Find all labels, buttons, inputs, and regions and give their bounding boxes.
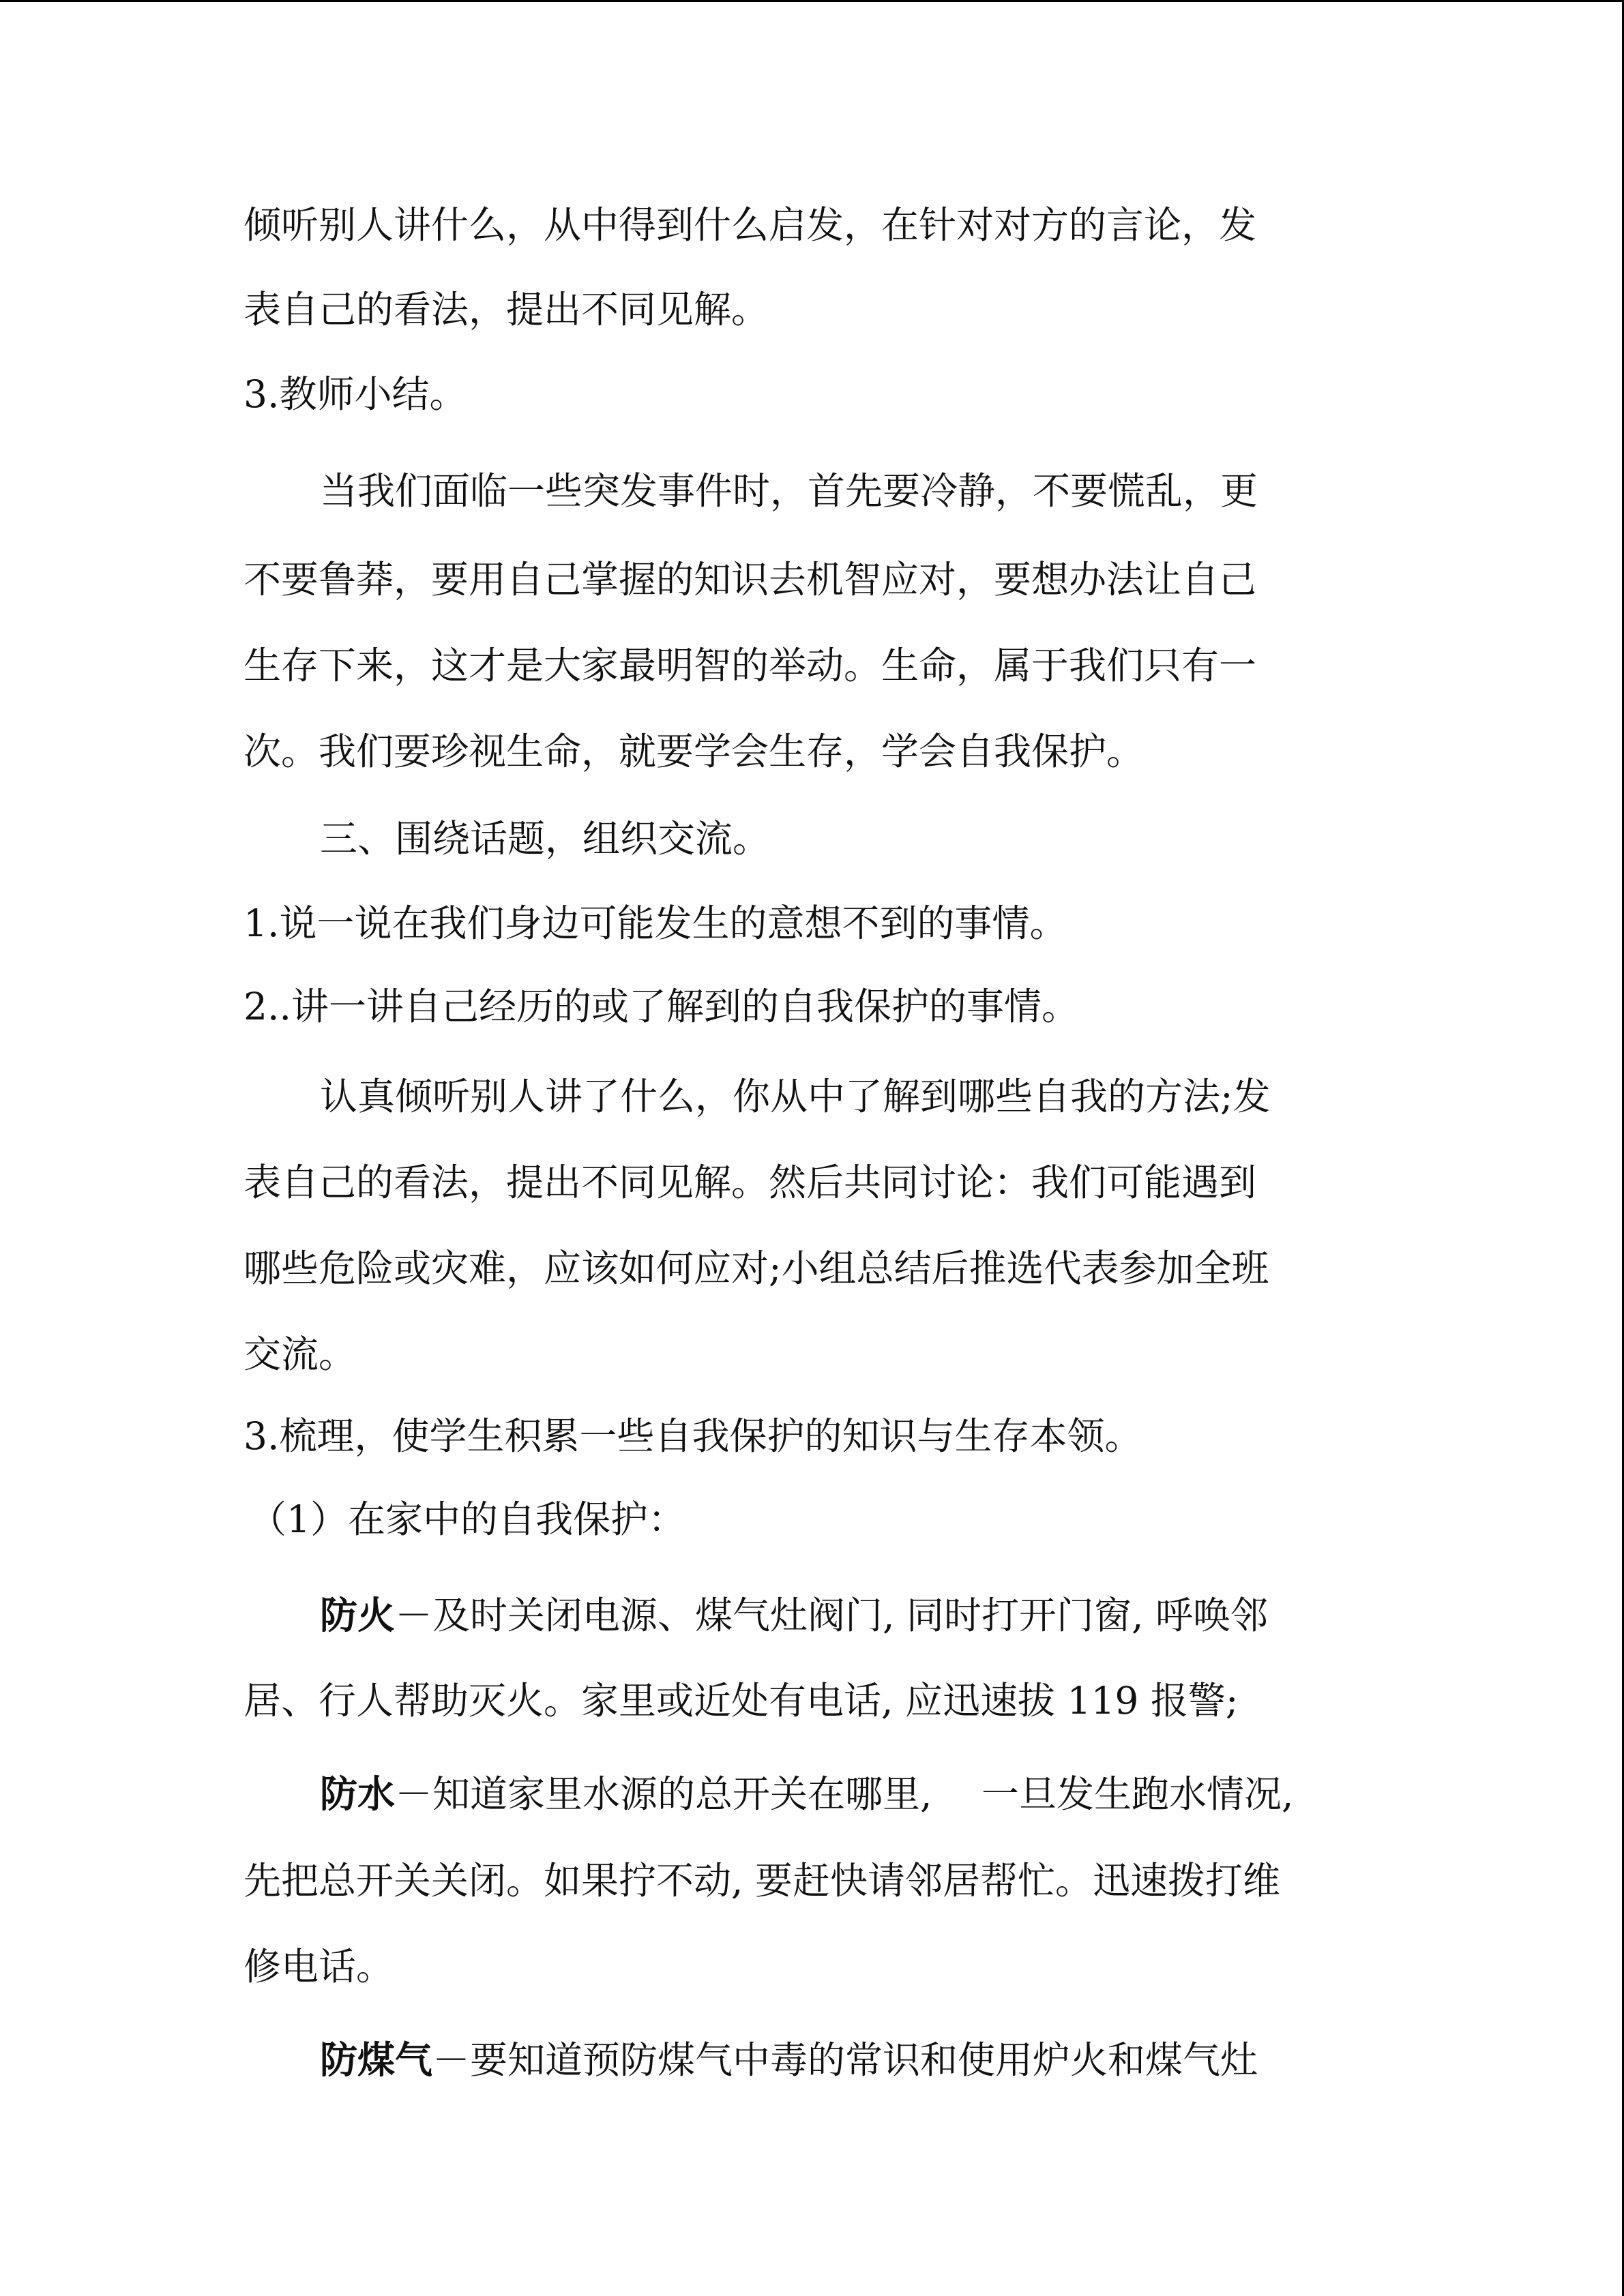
paragraph-line: 交流。 — [243, 1332, 357, 1376]
water-safety-label: 防水 — [320, 1772, 396, 1816]
paragraph-line: 先把总开关关闭。如果拧不动, 要赶快请邻居帮忙。迅速拨打维 — [243, 1859, 1280, 1903]
gas-safety-text: －要知道预防煤气中毒的常识和使用炉火和煤气灶 — [432, 2038, 1258, 2082]
paragraph-line: 认真倾听别人讲了什么，你从中了解到哪些自我的方法;发 — [320, 1075, 1271, 1118]
list-item: 1.说一说在我们身边可能发生的意想不到的事情。 — [243, 901, 1067, 945]
paragraph-line: 不要鲁莽，要用自己掌握的知识去机智应对，要想办法让自己 — [243, 558, 1257, 601]
subsection-heading: （1）在家中的自我保护： — [249, 1497, 685, 1541]
paragraph-line: 生存下来，这才是大家最明智的举动。生命，属于我们只有一 — [243, 644, 1257, 687]
paragraph-line: 修电话。 — [243, 1945, 394, 1988]
paragraph-line — [320, 1593, 1268, 1637]
paragraph-line: 表自己的看法，提出不同见解。 — [243, 288, 769, 331]
paragraph-line: 哪些危险或灾难，应该如何应对;小组总结后推选代表参加全班 — [243, 1247, 1269, 1290]
paragraph-line: 当我们面临一些突发事件时，首先要冷静，不要慌乱，更 — [320, 469, 1258, 513]
fire-safety-label: 防火 — [320, 1593, 396, 1637]
paragraph-line: 倾听别人讲什么，从中得到什么启发，在针对对方的言论，发 — [243, 203, 1257, 247]
paragraph-line: 居、行人帮助灭火。家里或近处有电话, 应迅速拔 119 报警; — [243, 1679, 1239, 1723]
section-heading: 三、围绕话题，组织交流。 — [320, 817, 771, 861]
paragraph-line: 次。我们要珍视生命，就要学会生存，学会自我保护。 — [243, 730, 1145, 773]
paragraph-line: 表自己的看法，提出不同见解。然后共同讨论：我们可能遇到 — [243, 1161, 1257, 1204]
fire-safety-text: －及时关闭电源、煤气灶阀门, 同时打开门窗, 呼唤邻 — [395, 1594, 1268, 1637]
water-safety-text: －知道家里水源的总开关在哪里, 一旦发生跑水情况, — [395, 1772, 1294, 1816]
paragraph-line — [320, 1772, 1294, 1816]
gas-safety-label: 防煤气 — [320, 2038, 433, 2082]
paragraph-line — [320, 2038, 1258, 2082]
list-item: 3.梳理，使学生积累一些自我保护的知识与生存本领。 — [243, 1414, 1142, 1458]
section-heading: 3.教师小结。 — [243, 372, 467, 416]
list-item: 2..讲一讲自己经历的或了解到的自我保护的事情。 — [243, 985, 1079, 1028]
